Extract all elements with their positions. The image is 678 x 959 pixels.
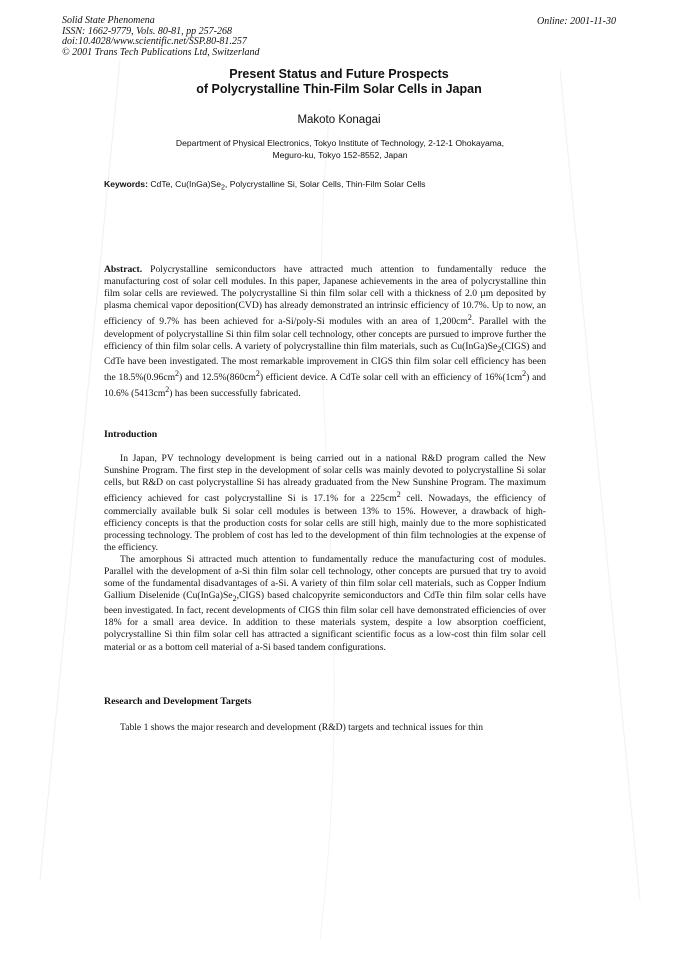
research-paragraph-1: Table 1 shows the major research and development (R&D) targets and technical issues for thin (120, 722, 484, 733)
intro-p2-text-a: The amorphous Si attracted much attention to fundamentally reduce the manufacturing cost of modules. Parallel with the development of a-Si thin film solar cell technology, other concepts are pursued that try to avoid some of the fundamental disadvantages of a-Si. A variety of thin film solar cell materials, such as Copper Indium Gallium Diselenide (Cu(InGa)Se (104, 553, 546, 602)
abstract-sup-4: 2 (522, 368, 527, 378)
author-name: Makoto Konagai (297, 114, 381, 126)
journal-name: Solid State Phenomena (62, 15, 155, 26)
introduction-heading: Introduction (104, 429, 158, 440)
abstract-label: Abstract. (104, 264, 143, 275)
intro-p2-sub: 2 (232, 594, 237, 604)
keywords-subscript: 2 (221, 183, 226, 192)
journal-header (62, 16, 260, 58)
title-line-1: Present Status and Future Prospects (229, 67, 449, 81)
abstract-sup-2: 2 (175, 368, 180, 378)
affiliation (90, 137, 590, 161)
title-line-2: of Polycrystalline Thin-Film Solar Cells in Japan (196, 82, 482, 96)
abstract-sup-5: 2 (165, 385, 170, 395)
keywords-part-2: , Polycrystalline Si, Solar Cells, Thin-Film Solar Cells (225, 179, 426, 189)
online-date: Online: 2001-11-30 (537, 16, 616, 27)
abstract-text-6: ) and 10.6% (5413cm (104, 372, 546, 400)
paper-title (0, 67, 678, 97)
doi-link[interactable]: doi:10.4028/www.scientific.net/SSP.80-81.257 (62, 36, 247, 47)
intro-p1-sup: 2 (396, 490, 401, 500)
introduction-paragraph-1 (104, 453, 546, 554)
abstract-text-7: ) has been successfully fabricated. (169, 388, 301, 400)
issn-line: ISSN: 1662-9779, Vols. 80-81, pp 257-268 (62, 25, 232, 37)
keywords-label: Keywords: (104, 179, 148, 189)
intro-p1-text-a: In Japan, PV technology development is being carried out in a national R&D program called the New Sunshine Program. The first step in the development of solar cells was mainly devoted to polycrystalline Si solar cells, but R&D on cast polycrystalline Si has already graduated from the New Sunshine Program. The maximum efficiency achieved for cast polycrystalline Si is 17.1% for a 225cm (104, 453, 546, 505)
copyright-line: © 2001 Trans Tech Publications Ltd, Switzerland (62, 46, 260, 58)
keywords-part-1: CdTe, Cu(InGa)Se (150, 179, 222, 189)
intro-p2-text-b: ,CIGS) based chalcopyrite semiconductors and CdTe thin film solar cells have been investigated. In fact, recent developments of CIGS thin film solar cell have demonstrated efficiencies of over 18% for a small area device. In addition to these materials system, despite a low absorption coefficient, polycrystalline Si thin film solar cell has attracted a significant scientific focus as a low-cost thin film solar cell material or as a bottom cell material of a-Si based tandem configurations. (104, 590, 546, 653)
keywords (104, 179, 574, 192)
abstract-text-4: ) and 12.5%(860cm (179, 372, 256, 384)
affiliation-line-2: Meguro-ku, Tokyo 152-8552, Japan (272, 150, 408, 160)
abstract-text-1: Polycrystalline semiconductors have attracted much attention to fundamentally reduce the manufacturing cost of solar cell modules. In this paper, Japanese achievements in the area of polycrystalline thin film solar cells are reviewed. The polycrystalline Si thin film solar cell with a thickness of 2.0 µm deposited by plasma chemical vapor deposition(CVD) has already demonstrated an intrinsic efficiency of 10.7%. Up to now, an efficiency of 9.7% has been achieved for a-Si/poly-Si modules with an area of 1,200cm (104, 264, 546, 328)
affiliation-line-1: Department of Physical Electronics, Tokyo Institute of Technology, 2-12-1 Ohokayama, (175, 138, 505, 148)
abstract-text-5: ) efficient device. A CdTe solar cell with an efficiency of 16%(1cm (259, 372, 523, 384)
abstract (104, 264, 546, 400)
research-heading: Research and Development Targets (104, 696, 252, 707)
abstract-sup-3: 2 (255, 368, 260, 378)
abstract-sub-1: 2 (497, 344, 502, 354)
abstract-text-3: (CIGS) and CdTe have been investigated. The most remarkable improvement in CIGS thin film solar cell efficiency has been the 18.5%(0.96cm (104, 340, 546, 384)
introduction-paragraph-2 (104, 554, 546, 654)
intro-p1-text-b: cell. Nowadays, the efficiency of commercially available bulk Si solar cell modules is between 13% to 15%. However, a drawback of high-efficiency concepts is that the production costs for solar cells are still high, mainly due to the more sophisticated processing technology. The problem of cost has led to the development of thin film technologies at the expense of the efficiency. (104, 493, 546, 553)
introduction-body (104, 453, 546, 654)
research-body (104, 722, 546, 734)
abstract-text-2: . Parallel with the development of polycrystalline Si thin film solar cell technology, other concepts are pursued to improve further the efficiency of thin film solar cells. A variety of polycrystalline thin film materials, such as Cu(InGa)Se (104, 316, 547, 352)
abstract-sup-1: 2 (467, 313, 472, 323)
